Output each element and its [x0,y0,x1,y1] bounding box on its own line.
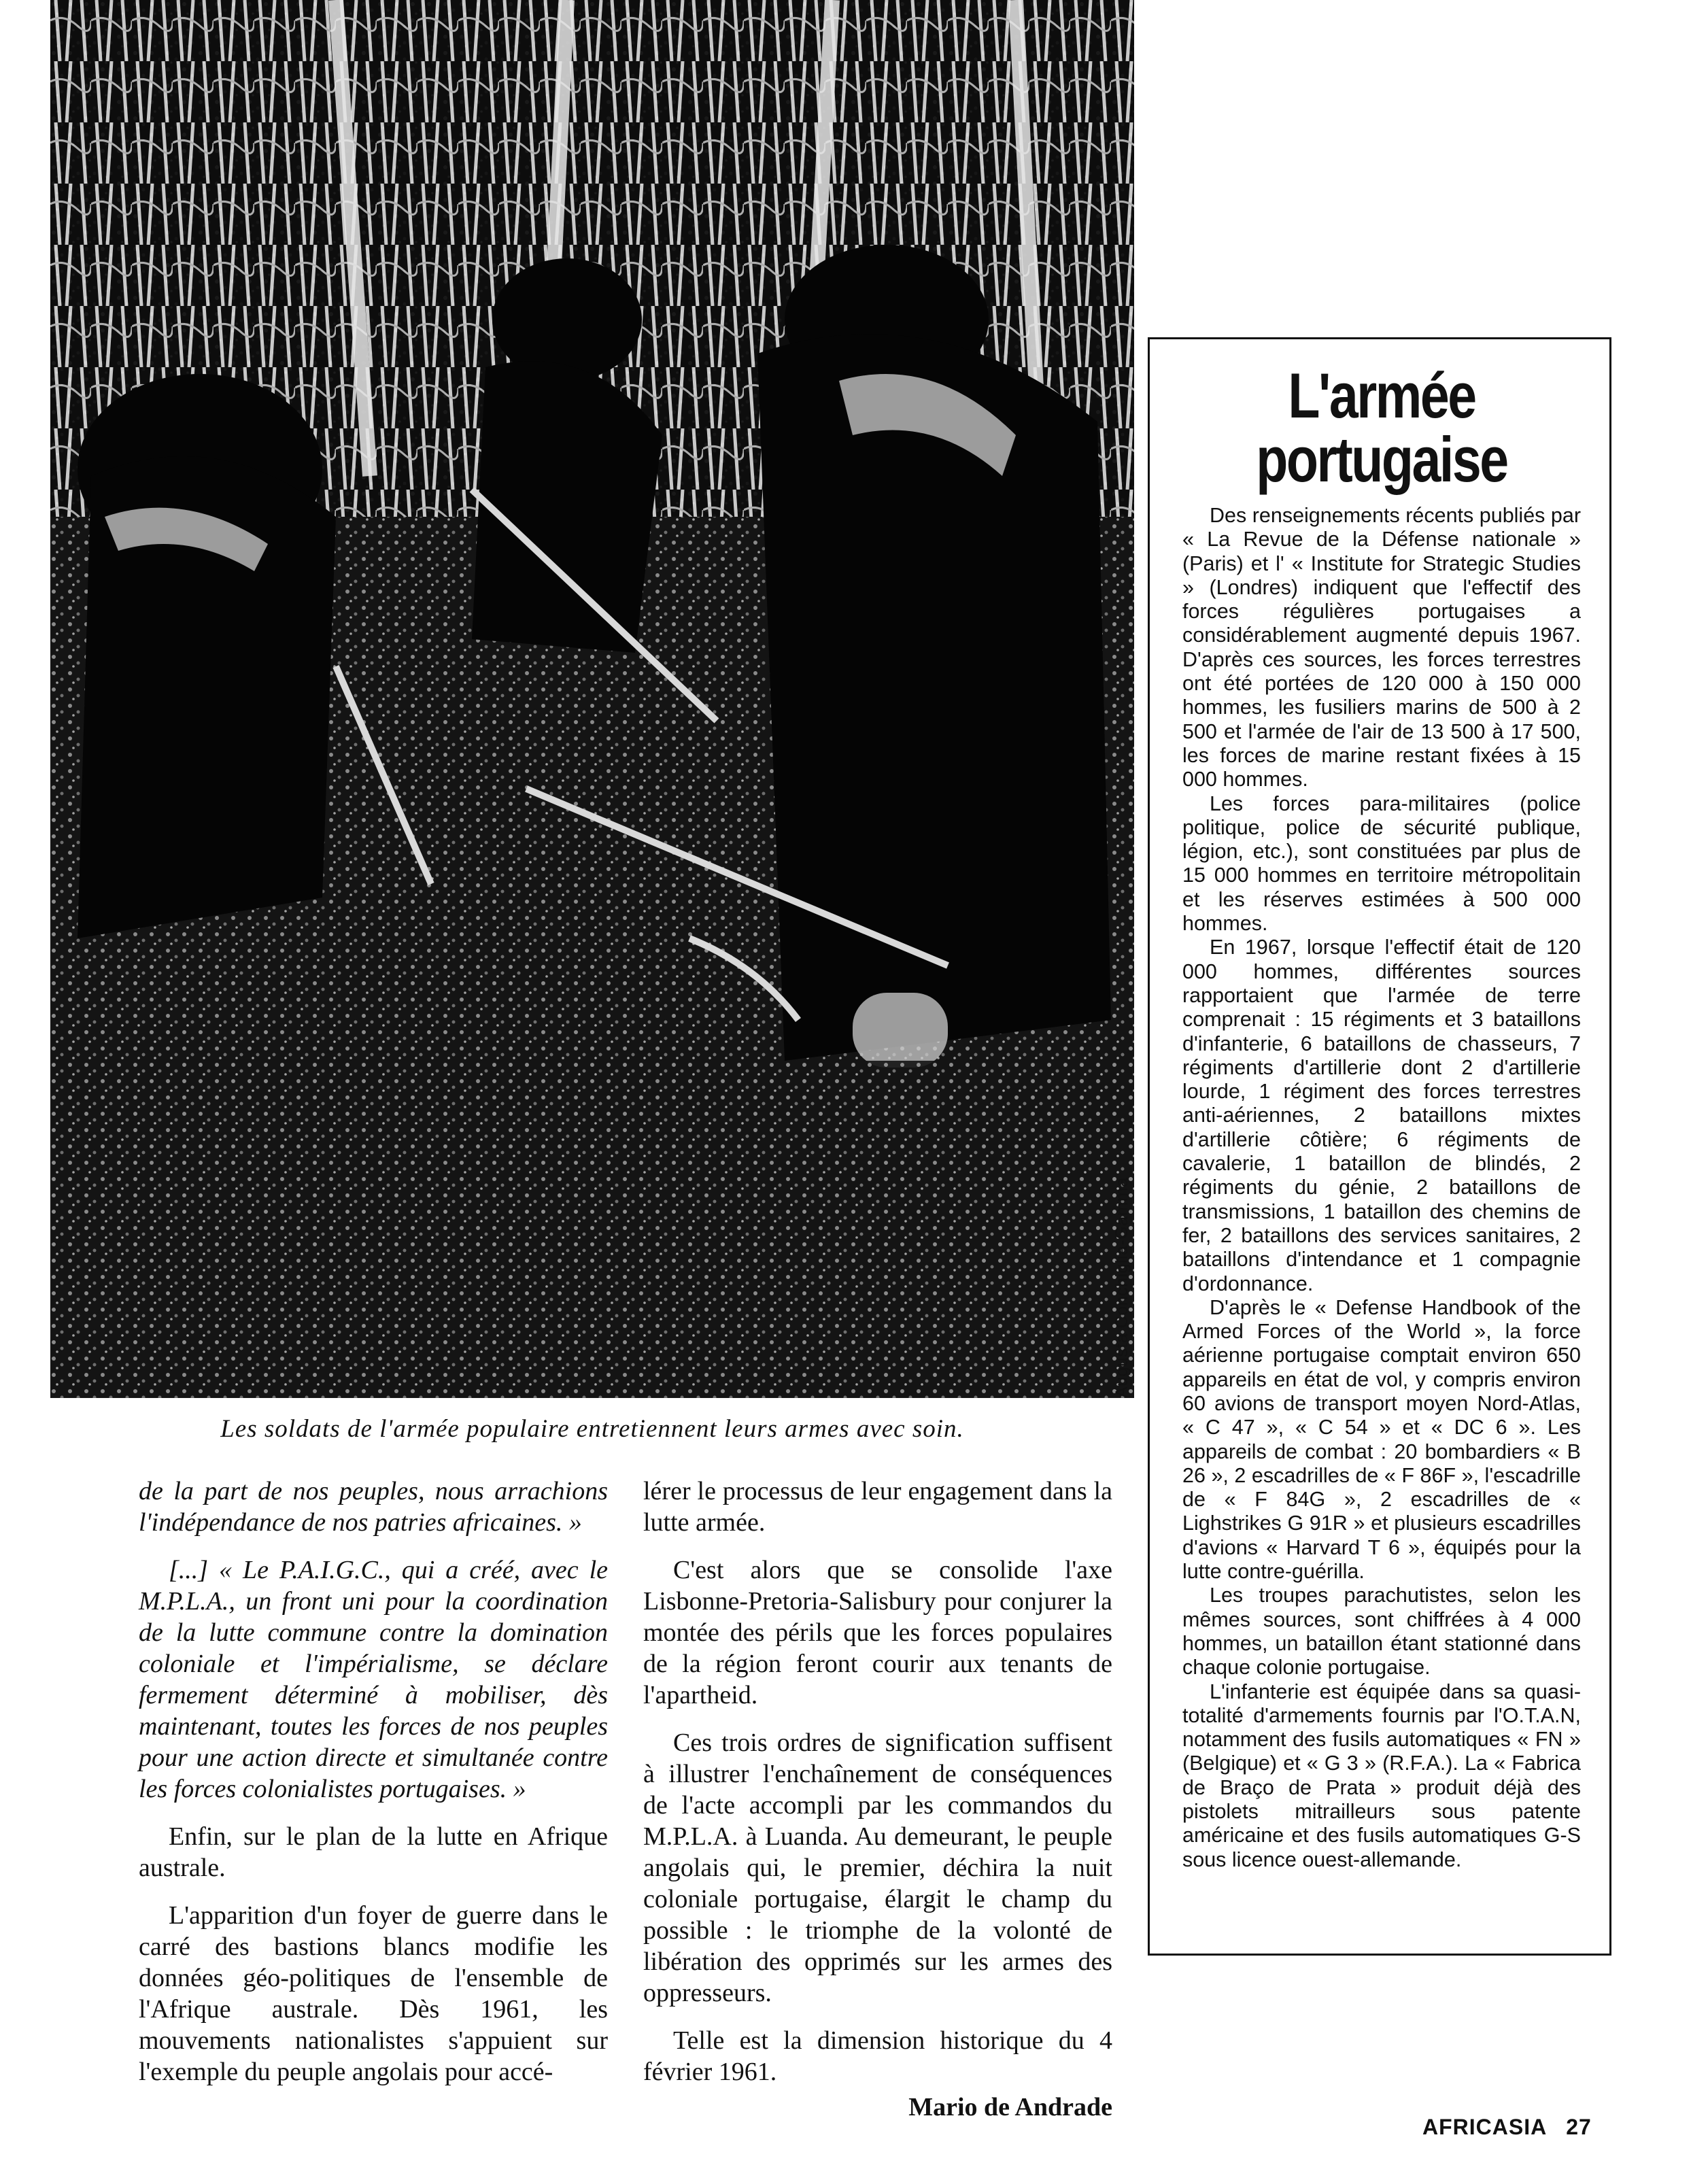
article-paragraph: Ces trois ordres de signification suffisent à illustrer l'enchaînement de conséquences de l'acte accompli par les commandos du M.P.L.A. à Luanda. Au demeurant, le peuple angolais qui, le premier, déchira la nuit coloniale portugaise, élargit le champ du possible : le triomphe de la volonté de libération des opprimés sur les armes des oppresseurs. [643,1728,1112,2007]
sidebar-paragraph: D'après le « Defense Handbook of the Armed Forces of the World », la force aérienne portugaise comptait environ 650 appareils en état de vol, y compris environ 60 avions de transport moyen Nord-Atlas, « C 47 », « C 54 » et « DC 6 ». Les appareils de combat : 20 bombardiers « B 26 », 2 escadrilles de « F 86F », l'escadrille de « F 84G », 2 escadrilles de « Lighstrikes G 91R » et plusieurs escadrilles d'avions « Harvard T 6 », équipés pour la lutte contre-guérilla. [1182,1295,1581,1584]
page-footer [1422,2115,1592,2140]
sidebar-paragraph: Les forces para-militaires (police politique, police de sécurité publique, légion, etc.), sont constituées par plus de 15 000 hommes en territoire métropolitain et les réserves estimées à 500 000 hommes. [1182,791,1581,936]
article-paragraph: Enfin, sur le plan de la lutte en Afrique australe. [139,1822,608,1882]
article-column-1 [139,1476,608,2104]
photo-credit: Augusta Conchiglia-Gamma [1112,1177,1131,1398]
article-paragraph: L'apparition d'un foyer de guerre dans le carré des bastions blancs modifie les données géo-politiques de l'ensemble de l'Afrique australe. Dès 1961, les mouvements nationalistes s'appuient sur l'exemple du peuple angolais pour accé- [139,1901,608,2086]
sidebar-paragraph: En 1967, lorsque l'effectif était de 120 000 hommes, différentes sources rapportaient que l'armée de terre comprenait : 15 régiments et 3 bataillons d'infanterie, 6 bataillons de chasseurs, 7 régiments d'artillerie dont 2 d'artillerie lourde, 1 régiment des forces terrestres anti-aériennes, 2 bataillons mixtes d'artillerie côtière; 6 régiments de cavalerie, 1 bataillon de blindés, 2 régiments du génie, 2 bataillons de transmissions, 1 bataillon des chemins de fer, 2 bataillons des services sanitaires, 2 bataillons d'intendance et 1 compagnie d'ordonnance. [1182,936,1581,1295]
sidebar-box [1148,337,1611,1956]
photo-scene [50,0,1134,1398]
article-paragraph: de la part de nos peuples, nous arrachions l'indépendance de nos patries africaines. » [139,1477,608,1537]
article-paragraph: C'est alors que se consolide l'axe Lisbonne-Pretoria-Salisbury pour conjurer la montée des périls que les forces populaires de la région feront courir aux tenants de l'apartheid. [643,1556,1112,1709]
sidebar-title [1218,360,1545,495]
soldiers-photo [50,0,1134,1398]
article-signature: Mario de Andrade [908,2093,1112,2121]
sidebar-title-line-1: L'armée [1288,360,1475,431]
article-paragraph: lérer le processus de leur engagement dans la lutte armée. [643,1477,1112,1537]
photo-caption: Les soldats de l'armée populaire entretiennent leurs armes avec soin. [220,1415,964,1443]
magazine-name: AFRICASIA [1422,2115,1548,2139]
article-paragraph: Telle est la dimension historique du 4 février 1961. [643,2026,1112,2086]
sidebar-title-line-2: portugaise [1256,424,1507,495]
sidebar-paragraph: L'infanterie est équipée dans sa quasi-totalité d'armements fournis par l'O.T.A.N, notamment des fusils automatiques « FN » (Belgique) et « G 3 » (R.F.A.). La « Fabrica de Braço de Prata » produit déjà des pistolets mitrailleurs sous patente américaine et des fusils automatiques G-S sous licence ouest-allemande. [1182,1680,1581,1871]
article-column-2 [643,1476,1112,2139]
sidebar-paragraph: Les troupes parachutistes, selon les mêmes sources, sont chiffrées à 4 000 hommes, un bataillon étant stationné dans chaque colonie portugaise. [1182,1584,1581,1680]
article-paragraph: [...] « Le P.A.I.G.C., qui a créé, avec le M.P.L.A., un front uni pour la coordination de la lutte commune contre la domination coloniale et l'impérialisme, se déclare fermement déterminé à mobiliser, dès maintenant, toutes les forces de nos peuples pour une action directe et simultanée contre les forces colonialistes portugaises. » [139,1556,608,1803]
page-number: 27 [1566,2115,1592,2139]
sidebar-body [1182,504,1581,1872]
sidebar-paragraph: Des renseignements récents publiés par « La Revue de la Défense nationale » (Paris) et l' « Institute for Strategic Studies » (Londres) indiquent que l'effectif des forces régulières portugaises a considérablement augmenté depuis 1967. D'après ces sources, les forces terrestres ont été portées de 120 000 à 150 000 hommes, les fusiliers marins de 500 à 2 500 et l'armée de l'air de 13 500 à 17 500, les forces de marine restant fixées à 15 000 hommes. [1182,504,1581,791]
